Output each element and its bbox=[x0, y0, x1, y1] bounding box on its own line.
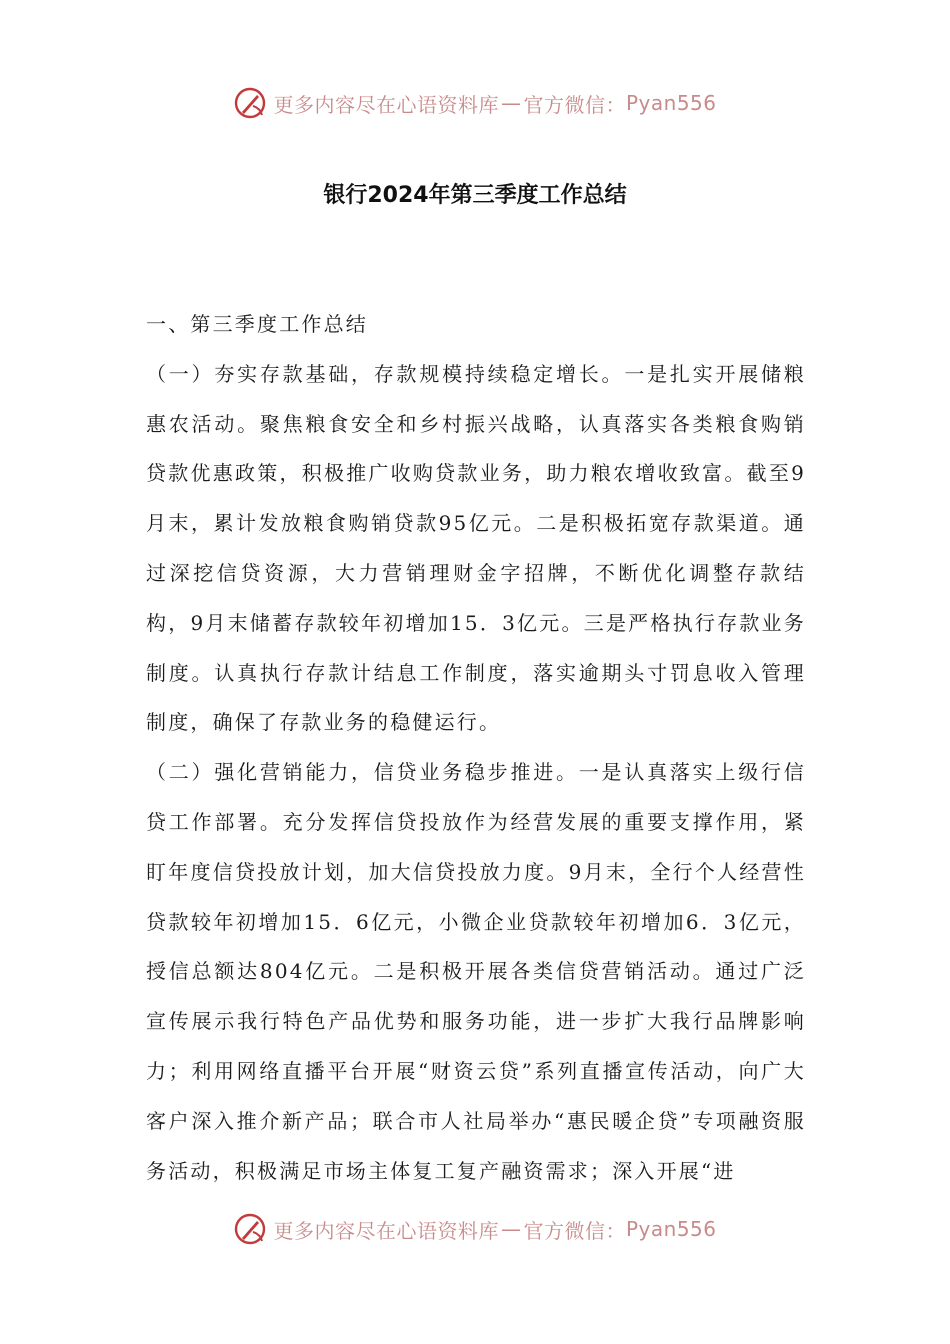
banner-dash: — bbox=[500, 1217, 522, 1241]
banner-wechat-id: Pyan556 bbox=[625, 91, 717, 115]
quill-logo-icon bbox=[233, 86, 267, 120]
banner-wechat-id: Pyan556 bbox=[625, 1217, 717, 1241]
quill-logo-icon bbox=[233, 1212, 267, 1246]
banner-wechat-label: 官方微信： bbox=[523, 1218, 626, 1243]
paragraph-1: （一）夯实存款基础，存款规模持续稳定增长。一是扎实开展储粮惠农活动。聚焦粮食安全和乡村振兴战略，认真落实各类粮食购销贷款优惠政策，积极推广收购贷款业务，助力粮农增收致富。截至9月末，累计发放粮食购销贷款95亿元。二是积极拓宽存款渠道。通过深挖信贷资源，大力营销理财金字招牌，不断优化调整存款结构，9月末储蓄存款较年初增加15．3亿元。三是严格执行存款业务制度。认真执行存款计结息工作制度，落实逾期头寸罚息收入管理制度，确保了存款业务的稳健运行。 bbox=[146, 361, 806, 735]
banner-text: 更多内容尽在心语资料库 bbox=[273, 92, 499, 117]
banner-wechat-label: 官方微信： bbox=[523, 92, 626, 117]
page-title: 银行2024年第三季度工作总结 bbox=[323, 183, 627, 208]
document-body bbox=[146, 300, 806, 1196]
paragraph-2: （二）强化营销能力，信贷业务稳步推进。一是认真落实上级行信贷工作部署。充分发挥信贷投放作为经营发展的重要支撑作用，紧盯年度信贷投放计划，加大信贷投放力度。9月末，全行个人经营性贷款较年初增加15．6亿元，小微企业贷款较年初增加6．3亿元，授信总额达804亿元。二是积极开展各类信贷营销活动。通过广泛宣传展示我行特色产品优势和服务功能，进一步扩大我行品牌影响力；利用网络直播平台开展“财资云贷”系列直播宣传活动，向广大客户深入推介新产品；联合市人社局举办“惠民暖企贷”专项融资服务活动，积极满足市场主体复工复产融资需求；深入开展“进 bbox=[146, 760, 806, 1183]
footer-watermark-banner bbox=[0, 1212, 950, 1246]
section-heading: 一、第三季度工作总结 bbox=[146, 312, 368, 336]
banner-dash: — bbox=[500, 91, 522, 115]
header-watermark-banner bbox=[0, 86, 950, 120]
banner-text: 更多内容尽在心语资料库 bbox=[273, 1218, 499, 1243]
